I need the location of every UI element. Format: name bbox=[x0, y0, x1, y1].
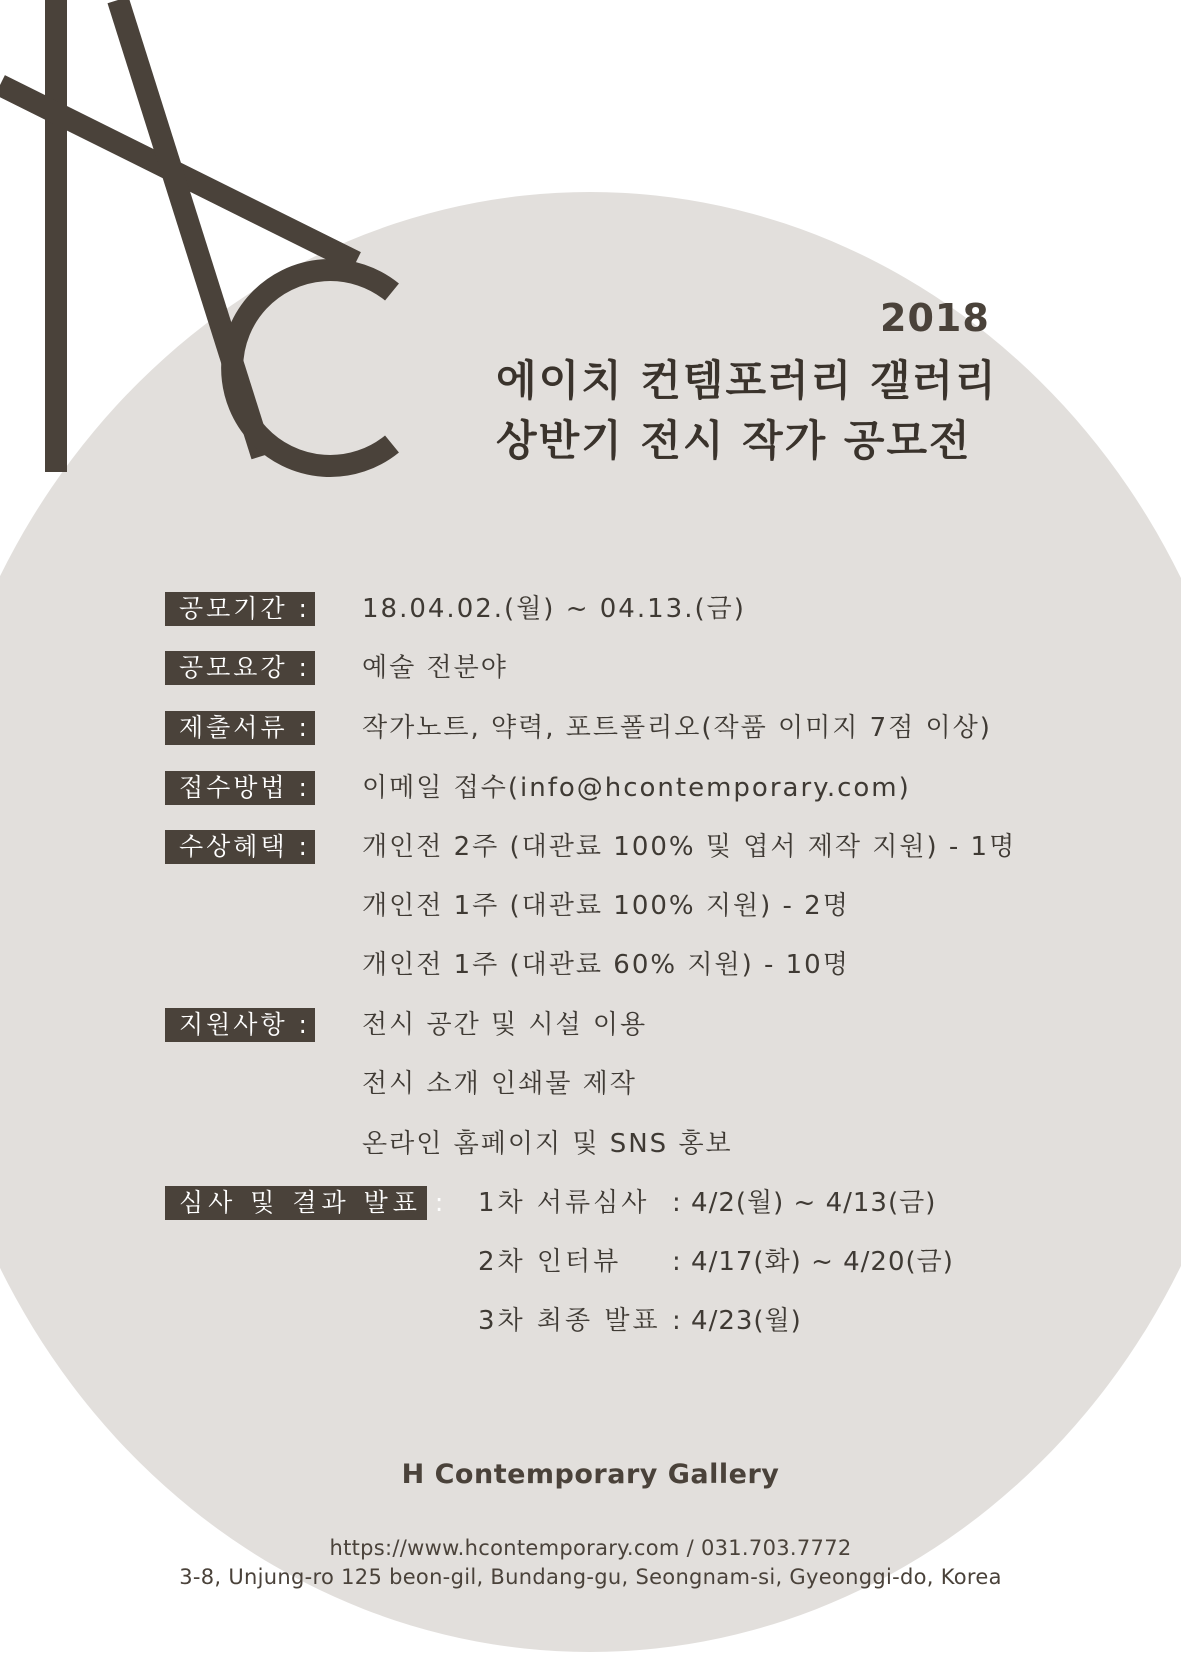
awards-item: 개인전 1주 (대관료 100% 지원) - 2명 bbox=[362, 891, 850, 921]
title-line-1: 에이치 컨템포러리 갤러리 bbox=[496, 356, 998, 405]
awards-label: 수상혜택 : bbox=[165, 830, 315, 864]
requirements-value: 예술 전분야 bbox=[362, 653, 508, 683]
method-label: 접수방법 : bbox=[165, 771, 315, 805]
review-step-name: 1차 서류심사 bbox=[478, 1188, 650, 1218]
awards-item: 개인전 1주 (대관료 60% 지원) - 10명 bbox=[362, 950, 850, 980]
requirements-label: 공모요강 : bbox=[165, 651, 315, 685]
documents-value: 작가노트, 약력, 포트폴리오(작품 이미지 7점 이상) bbox=[362, 713, 992, 743]
year: 2018 bbox=[880, 296, 990, 340]
review-step-date: : 4/2(월) ~ 4/13(금) bbox=[672, 1188, 937, 1218]
period-label: 공모기간 : bbox=[165, 592, 315, 626]
support-item: 전시 공간 및 시설 이용 bbox=[362, 1010, 648, 1040]
review-label: 심사 및 결과 발표 : bbox=[165, 1186, 427, 1220]
review-step-date: : 4/17(화) ~ 4/20(금) bbox=[672, 1247, 954, 1277]
address-line: 3-8, Unjung-ro 125 beon-gil, Bundang-gu, Seongnam-si, Gyeonggi-do, Korea bbox=[179, 1565, 1002, 1589]
review-step-name: 2차 인터뷰 bbox=[478, 1247, 622, 1277]
support-label: 지원사항 : bbox=[165, 1008, 315, 1042]
period-value: 18.04.02.(월) ~ 04.13.(금) bbox=[362, 594, 746, 624]
gallery-name: H Contemporary Gallery bbox=[401, 1459, 780, 1490]
awards-item: 개인전 2주 (대관료 100% 및 엽서 제작 지원) - 1명 bbox=[362, 832, 1017, 862]
documents-label: 제출서류 : bbox=[165, 711, 315, 745]
method-value: 이메일 접수(info@hcontemporary.com) bbox=[362, 773, 911, 803]
title-line-2: 상반기 전시 작가 공모전 bbox=[496, 416, 972, 465]
contact-line[interactable]: https://www.hcontemporary.com / 031.703.7772 bbox=[329, 1536, 852, 1560]
support-item: 온라인 홈페이지 및 SNS 홍보 bbox=[362, 1129, 733, 1159]
review-step-name: 3차 최종 발표 bbox=[478, 1306, 661, 1336]
review-step-date: : 4/23(월) bbox=[672, 1306, 802, 1336]
hc-monogram-icon bbox=[0, 0, 420, 480]
support-item: 전시 소개 인쇄물 제작 bbox=[362, 1069, 637, 1099]
